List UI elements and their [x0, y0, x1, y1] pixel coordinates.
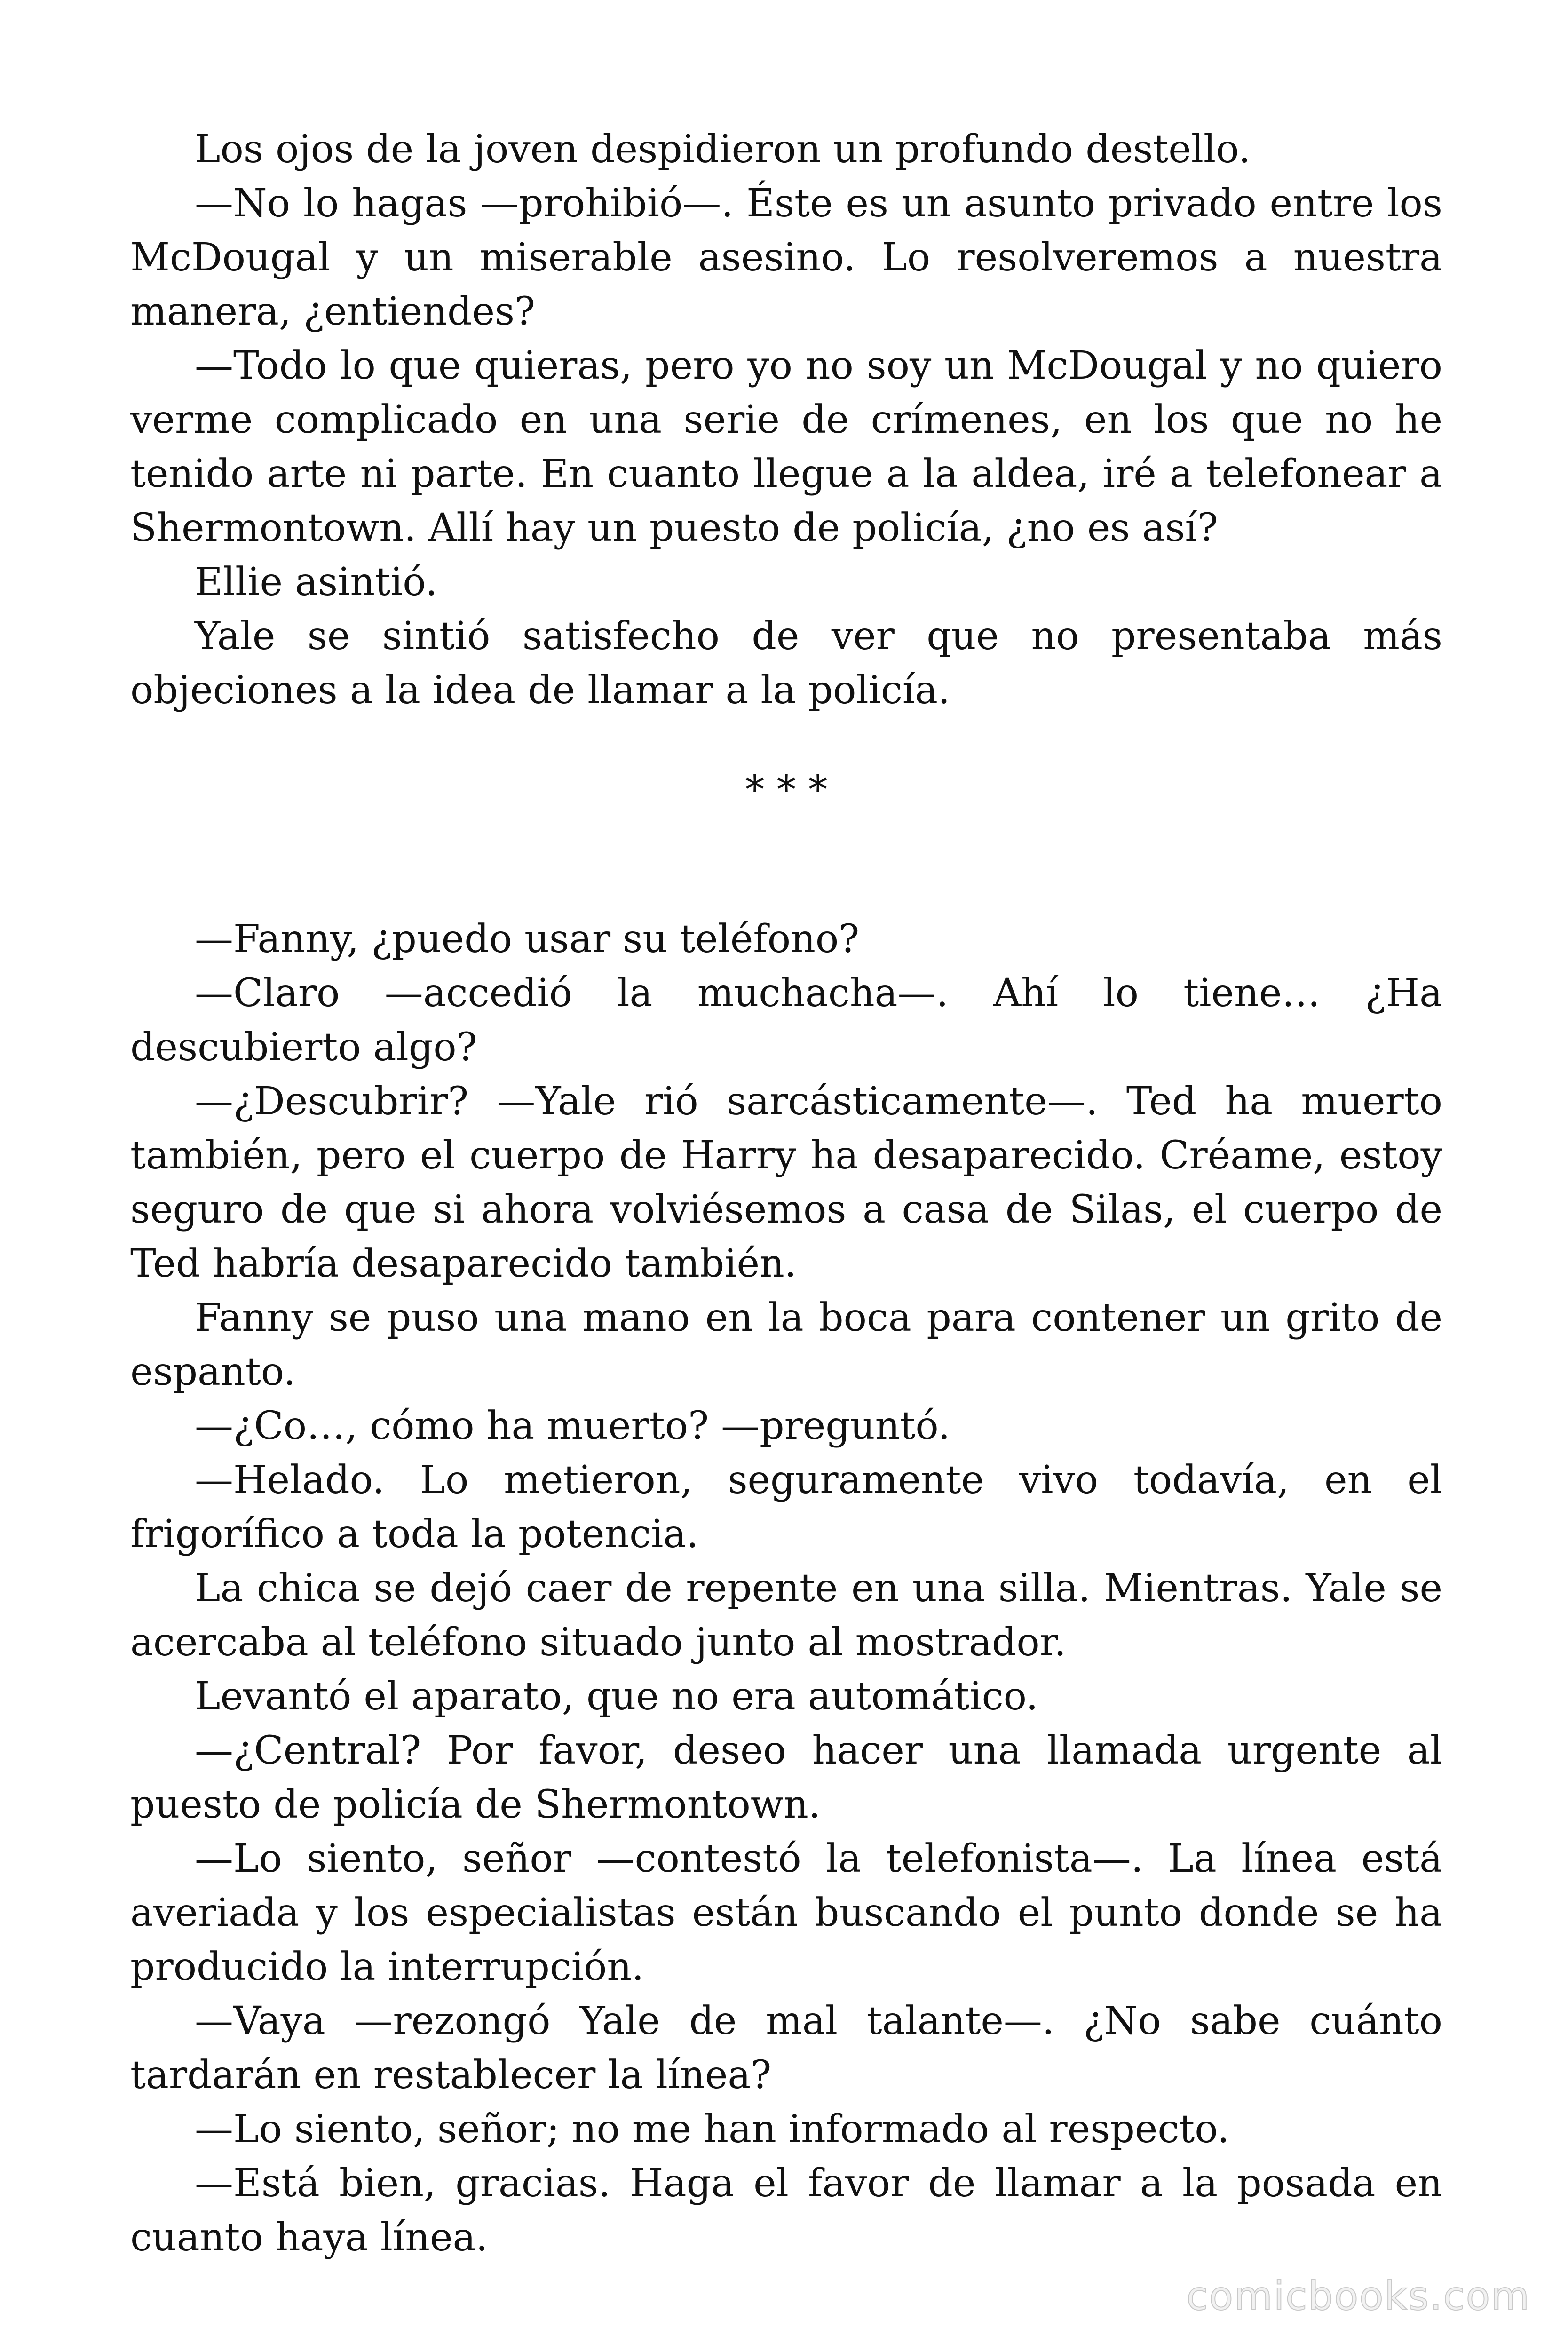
paragraph: —Todo lo que quieras, pero yo no soy un McDougal y no quiero verme complicado en una serie de crímenes, en los que no he tenido arte ni parte. En cuanto llegue a la aldea, iré a telefonear a Shermontown. Allí hay un puesto de policía, ¿no es así? — [130, 343, 1442, 550]
scene-separator: * * * — [745, 768, 828, 812]
paragraph: Fanny se puso una mano en la boca para contener un grito de espanto. — [130, 1295, 1442, 1394]
paragraph: Levantó el aparato, que no era automático. — [195, 1674, 1038, 1719]
paragraph: —¿Descubrir? —Yale rió sarcásticamente—. Ted ha muerto también, pero el cuerpo de Harry ha desaparecido. Créame, estoy seguro de que si ahora volviésemos a casa de Silas, el cuerpo de Ted habría desaparecido también. — [130, 1079, 1442, 1286]
body-text — [130, 122, 1442, 2265]
paragraph: Los ojos de la joven despidieron un profundo destello. — [195, 127, 1251, 172]
paragraph: —Vaya —rezongó Yale de mal talante—. ¿No sabe cuánto tardarán en restablecer la línea? — [130, 1999, 1442, 2098]
paragraph: —¿Co…, cómo ha muerto? —preguntó. — [195, 1404, 950, 1448]
paragraph: —Lo siento, señor; no me han informado al respecto. — [195, 2107, 1230, 2152]
paragraph: —Helado. Lo metieron, seguramente vivo todavía, en el frigorífico a toda la potencia. — [130, 1458, 1442, 1557]
paragraph: —Lo siento, señor —contestó la telefonista—. La línea está averiada y los especialistas están buscando el punto donde se ha producido la interrupción. — [130, 1836, 1442, 1989]
paragraph: Ellie asintió. — [195, 560, 438, 604]
paragraph: La chica se dejó caer de repente en una silla. Mientras. Yale se acercaba al teléfono situado junto al mostrador. — [130, 1566, 1442, 1665]
paragraph: Yale se sintió satisfecho de ver que no presentaba más objeciones a la idea de llamar a la policía. — [130, 614, 1442, 713]
paragraph: —No lo hagas —prohibió—. Éste es un asunto privado entre los McDougal y un miserable asesino. Lo resolveremos a nuestra manera, ¿entiendes? — [130, 181, 1442, 334]
paragraph: —Fanny, ¿puedo usar su teléfono? — [195, 917, 860, 961]
watermark: comicbooks.com — [1186, 2273, 1530, 2319]
paragraph: —Claro —accedió la muchacha—. Ahí lo tiene… ¿Ha descubierto algo? — [130, 971, 1442, 1070]
paragraph: —¿Central? Por favor, deseo hacer una llamada urgente al puesto de policía de Shermontown. — [130, 1728, 1442, 1827]
paragraph: —Está bien, gracias. Haga el favor de llamar a la posada en cuanto haya línea. — [130, 2161, 1442, 2260]
